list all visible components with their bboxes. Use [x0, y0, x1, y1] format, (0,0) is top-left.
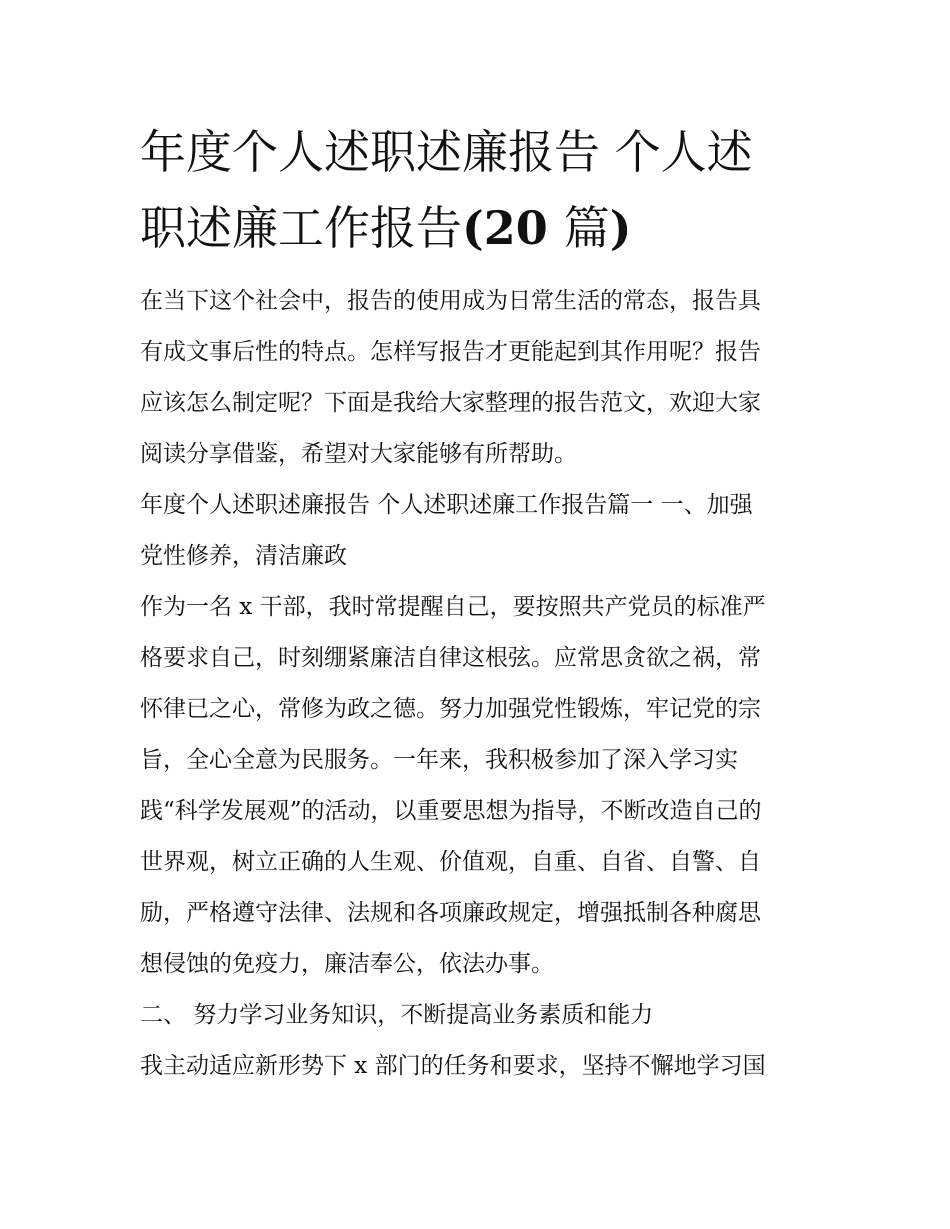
- document-body: [140, 276, 830, 1092]
- title-line-1: 年度个人述职述廉报告 个人述: [140, 125, 753, 179]
- title-line-2-text: 职述廉工作报告: [140, 201, 462, 255]
- section-heading-2: 二、 努力学习业务知识，不断提高业务素质和能力: [140, 1002, 654, 1028]
- intro-paragraph: 在当下这个社会中，报告的使用成为日常生活的常态，报告具 有成文事后性的特点。怎样写报告才更能起到其作用呢？报告 应该怎么制定呢？下面是我给大家整理的报告范文，欢迎大家 阅读分享借鉴，希望对大家能够有所帮助。: [140, 288, 761, 467]
- title-pian: 篇: [563, 201, 610, 255]
- title-paren-count: (20: [462, 201, 564, 255]
- title-paren-close: ): [609, 201, 632, 255]
- section-2-paragraph: 我主动适应新形势下 x 部门的任务和要求，坚持不懈地学习国: [140, 1053, 766, 1079]
- section-heading-1: 年度个人述职述廉报告 个人述职述廉工作报告篇一 一、加强 党性修养，清洁廉政: [140, 492, 753, 569]
- section-1-paragraph: 作为一名 x 干部，我时常提醒自己，要按照共产党员的标准严 格要求自己，时刻绷紧廉洁自律这根弦。应常思贪欲之祸，常 怀律已之心，常修为政之德。努力加强党性锻炼，牢记党的宗 旨，全心全意为民服务。一年来，我积极参加了深入学习实 践“科学发展观”的活动，以重要思想为指导，不断改造自己的 世界观，树立正确的人生观、价值观，自重、自省、自警、自 励，严格遵守法律、法规和各项廉政规定，增强抵制各种腐思 想侵蚀的免疫力，廉洁奉公，依法办事。: [140, 594, 766, 977]
- document-title: [140, 114, 830, 266]
